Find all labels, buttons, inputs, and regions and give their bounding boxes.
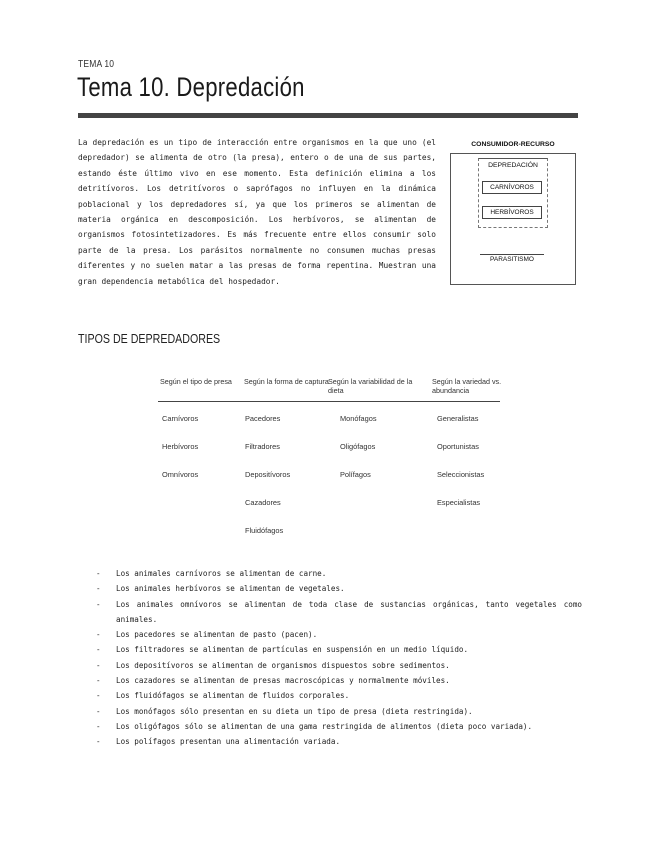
table-cell: Carnívoros [162,414,199,423]
list-item: - Los oligófagos sólo se alimentan de una gama restringida de alimentos (dieta poco variada). [96,719,582,734]
parasitism-label: PARASITISMO [480,254,544,263]
bullet-dash: - [96,569,101,578]
intro-paragraph: La depredación es un tipo de interacción entre organismos en la que uno (el depredador) se alimenta de otro (la presa), entero o de una de sus partes, estando éste último vivo en ese momento. Esta definición elimina a los detritívoros. Los detritívoros o saprófagos no influyen en la dinámica poblacional y los depredadores sí, ya que los primeros se alimentan de materia orgánica en descomposición. Los herbívoros, se alimentan de organismos fotosintetizadores. Es más frecuente entre ellos consumir solo parte de la presa. Los parásitos normalmente no consumen muchas presas diferentes y no suelen matar a las presas de forma repentina. Muestran una gran dependencia metabólica del hospedador. [78,138,436,286]
bullet-dash: - [96,721,101,731]
table-cell: Herbívoros [162,442,199,451]
list-item: - Los polífagos presentan una alimentación variada. [96,734,582,749]
list-item: - Los depositívoros se alimentan de organismos dispuestos sobre sedimentos. [96,658,582,673]
table-cell: Monófagos [340,414,377,423]
table-cell: Pacedores [245,414,281,423]
bullet-dash: - [96,691,101,701]
table-cell: Cazadores [245,498,281,507]
bullet-dash: - [96,676,101,686]
table-cell: Oportunistas [437,442,479,451]
bullet-dash: - [96,599,101,609]
table-header: Según el tipo de presa [160,377,232,386]
table-cell: Oligófagos [340,442,376,451]
table-header: Según la variedad vs. abundancia [432,377,502,395]
carnivores-box: CARNÍVOROS [482,181,542,194]
definitions-list [96,566,582,750]
table-cell: Fluidófagos [245,526,284,535]
table-cell: Filtradores [245,442,280,451]
list-item: - Los fluidófagos se alimentan de fluidos corporales. [96,688,582,703]
bullet-dash: - [96,630,101,640]
title-rule [78,113,578,118]
list-item: - Los pacedores se alimentan de pasto (pacen). [96,627,582,642]
predation-label: DEPREDACIÓN [488,162,538,169]
list-item: - Los cazadores se alimentan de presas macroscópicas y normalmente móviles. [96,673,582,688]
bullet-dash: - [96,660,101,670]
table-cell: Omnívoros [162,470,199,479]
table-header-rule [158,401,500,402]
list-item: - Los filtradores se alimentan de partículas en suspensión en un medio líquido. [96,642,582,657]
table-cell: Seleccionistas [437,470,485,479]
page-title: Tema 10. Depredación [77,72,305,102]
herbivores-box: HERBÍVOROS [482,206,542,219]
bullet-dash: - [96,645,101,655]
table-cell: Depositívoros [245,470,291,479]
bullet-dash: - [96,584,101,594]
list-item: - Los animales carnívoros se alimentan de carne. [96,566,582,581]
list-item: - Los animales omnívoros se alimentan de toda clase de sustancias orgánicas, tanto vegetales como animales. [96,597,582,628]
section-title: TIPOS DE DEPREDADORES [78,331,221,346]
list-item: - Los monófagos sólo presentan en su dieta un tipo de presa (dieta restringida). [96,704,582,719]
bullet-dash: - [96,737,101,747]
diagram-title: CONSUMIDOR-RECURSO [471,141,555,148]
page-kicker: TEMA 10 [78,59,115,70]
table-header: Según la variabilidad de la dieta [328,377,413,395]
table-cell: Polífagos [340,470,371,479]
table-cell: Especialistas [437,498,481,507]
list-item: - Los animales herbívoros se alimentan de vegetales. [96,581,582,596]
table-header: Según la forma de captura [244,377,329,386]
bullet-dash: - [96,706,101,716]
table-cell: Generalistas [437,414,479,423]
